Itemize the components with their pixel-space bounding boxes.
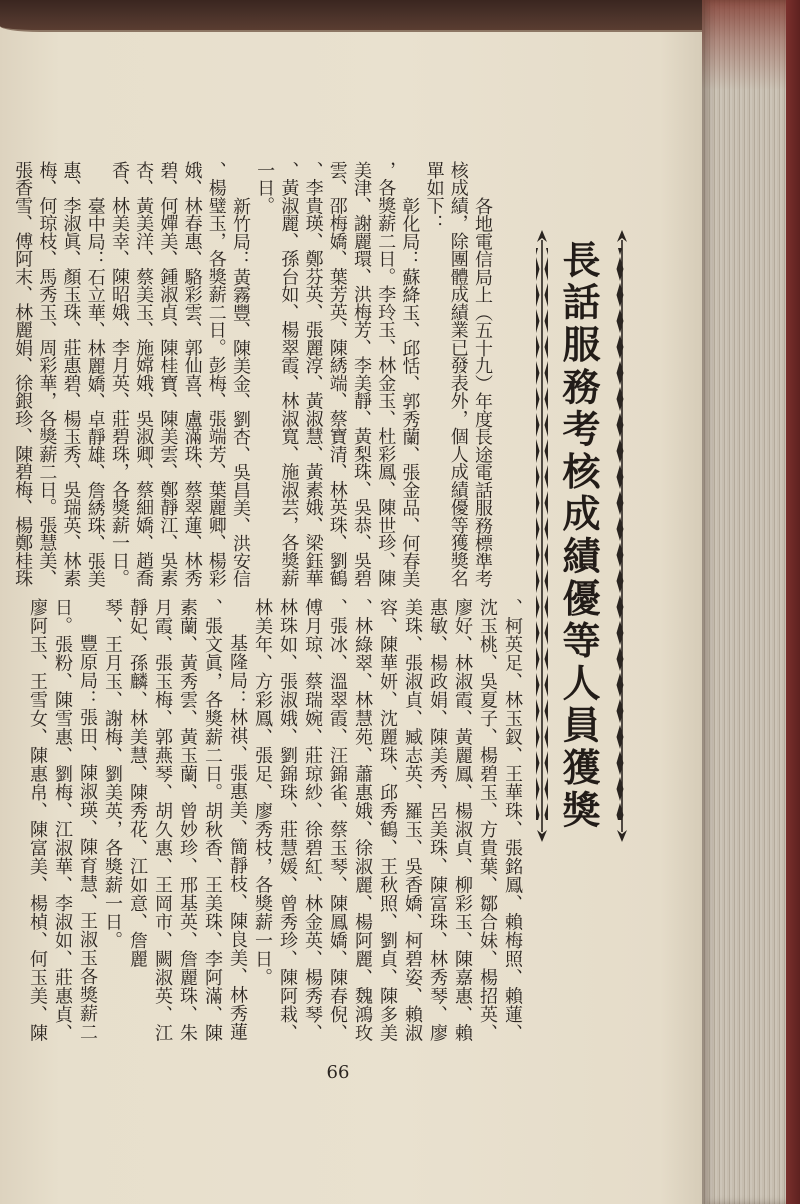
bottom-column: 沈玉桃、吳夏子、楊碧玉、方貴葉、鄒合妹、楊招英、: [477, 598, 498, 1042]
top-column: 張香雪、傅阿末、林麗娟、徐銀珍、陳碧梅、楊鄭桂珠: [12, 161, 34, 587]
right-ornament-bar: [616, 230, 628, 842]
book-cover-top: [0, 0, 800, 32]
top-column: 碧、何嬋美、鍾淑貞、陳桂寶、陳美雲、鄭靜江、吳素: [157, 161, 179, 587]
top-column: 美津、謝麗環、洪梅芳、李美靜、黃梨珠、吳恭、吳碧: [350, 161, 372, 587]
top-column: 、李貴瑛、鄭芬英、張麗淳、黃淑慧、黃素娥、梁鈺華: [302, 161, 324, 587]
top-column: 各地電信局上（五十九）年度長途電話服務標準考: [472, 197, 493, 588]
article-title: 長話服務考核成績優等人員獲獎: [556, 240, 601, 833]
top-column: 一日。: [254, 161, 276, 215]
top-column: 梅、何琼枝、馬秀玉、周彩華，各獎薪二日。張慧美、: [36, 161, 58, 587]
bottom-text-block: [25, 598, 525, 1050]
bottom-column: 豐原局：張田、陳淑瑛、陳育慧、王淑玉各獎薪二: [77, 634, 98, 1041]
bottom-column: 月霞、張玉梅、郭燕琴、胡久惠、王岡市、闕淑英、江: [152, 598, 173, 1042]
bottom-column: 、林綠翠、林慧苑、蕭惠娥、徐淑麗、楊阿麗、魏鴻玫: [352, 598, 373, 1042]
top-column: 香、林美幸、陳昭娥、李月英、莊碧珠，各獎薪一日。: [108, 161, 130, 587]
page-edges: [702, 0, 786, 1204]
bottom-column: 美珠、張淑貞、臧志英、羅玉、吳香嬌、柯碧姿、賴淑: [402, 598, 423, 1042]
top-column: 核成績，除團體成績業已發表外，個人成績優等獲獎名: [447, 161, 469, 587]
bottom-column: 素蘭、黃秀雲、黃玉蘭、曾妙珍、邢基英、詹麗珠、朱: [177, 598, 198, 1042]
top-column: 、楊璧玉，各獎薪二日。彭梅、張端芳、葉麗卿、楊彩: [205, 161, 227, 587]
bottom-column: 靜妃、孫麟、林美慧、陳秀花、江如意、詹麗: [127, 598, 148, 968]
top-column: 彰化局：蘇絳玉、邱恬、郭秀蘭、張金品、何春美: [399, 197, 421, 588]
bottom-column: 、張冰、溫翠霞、汪錦雀、蔡玉琴、陳鳳嬌、陳春倪、: [327, 598, 348, 1042]
book-cover-right: [786, 0, 800, 1204]
bottom-column: 日。張粉、陳雪惠、劉梅、江淑華、李淑如、莊惠貞、: [52, 598, 73, 1042]
top-column: 杏、黃美洋、蔡美玉、施嫦娥、吳淑卿、蔡細嬌、趙喬: [133, 161, 155, 587]
bottom-column: 林珠如、張淑娥、劉錦珠、莊慧媛、曾秀珍、陳阿栽、: [277, 598, 298, 1042]
bottom-column: 基隆局：林祺、張惠美、簡靜枝、陳良美、林秀蓮: [227, 634, 248, 1041]
bottom-column: 惠敏、楊政娟、陳美秀、呂美珠、陳富珠、林秀琴、廖: [427, 598, 448, 1042]
left-ornament-bar: [536, 230, 548, 842]
bottom-column: 廖好、林淑霞、黃麗鳳、楊淑貞、柳彩玉、陳嘉惠、賴: [452, 598, 473, 1042]
top-column: ，各獎薪二日。李玲玉、林金玉、杜彩鳳、陳世珍、陳: [375, 161, 397, 587]
top-column: 惠、李淑眞、顏玉珠、莊惠碧、楊玉秀、吳瑞英、林素: [60, 161, 82, 587]
bottom-column: 林美年、方彩鳳、張足、廖秀枝，各獎薪一日。: [252, 598, 273, 987]
bottom-column: 、柯英足、林玉釵、王華珠、張銘鳳、賴梅照、賴蓮、: [502, 598, 523, 1042]
top-column: 雲、邵梅嬌、葉芳英、陳綉端、蔡寶清、林英珠、劉鶴: [326, 161, 348, 587]
top-column: 新竹局：黃霧豐、陳美金、劉杏、吳昌美、洪安信: [229, 197, 251, 588]
top-column: 、黃淑麗、孫台如、楊翠霞、林淑寬、施淑芸，各獎薪: [278, 161, 300, 587]
top-column: 臺中局：石立華、林麗嬌、卓靜雄、詹綉珠、張美: [84, 197, 106, 588]
bottom-column: 容、陳華妍、沈麗珠、邱秀鶴、王秋照、劉貞、陳多美: [377, 598, 398, 1042]
bottom-column: 、張文眞，各獎薪二日。胡秋香、王美珠、李阿滿、陳: [202, 598, 223, 1042]
bottom-column: 琴、王月玉、謝梅、劉美英，各獎薪一日。: [102, 598, 123, 950]
top-column: 娥、林春惠、駱彩雲、郭仙喜、盧滿珠、蔡翠蓮、林秀: [181, 161, 203, 587]
bottom-column: 傅月琼、蔡瑞婉、莊琼紗、徐碧紅、林金英、楊秀琴、: [302, 598, 323, 1042]
top-column: 單如下：: [423, 161, 445, 232]
page-number: 66: [326, 1062, 350, 1083]
bottom-column: 廖阿玉、王雪女、陳惠帛、陳富美、楊楨、何玉美、陳: [27, 598, 48, 1042]
top-text-block: [10, 161, 494, 593]
